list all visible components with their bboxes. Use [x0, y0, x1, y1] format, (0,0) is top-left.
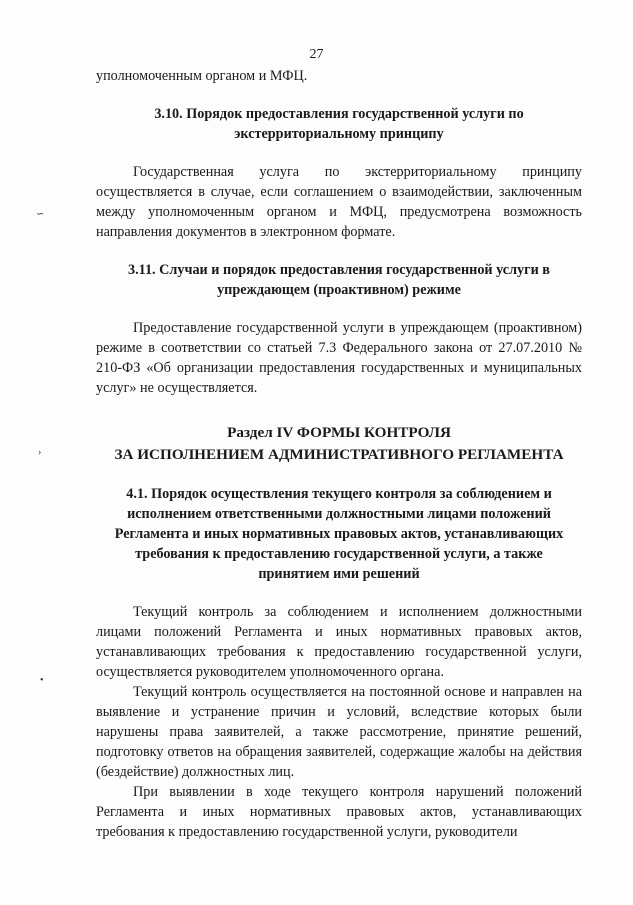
- section-4-1-paragraph-2: Текущий контроль осуществляется на постоянной основе и направлен на выявление и устранение причин и условий, вследствие которых были нарушены права заявителей, а также рассмотрение, принятие решений, подготовку ответов на обращения заявителей, содержащие жалобы на действия (бездействие) должностных лиц.: [96, 684, 582, 780]
- section-3-10-heading-line2: экстерриториальному принципу: [234, 126, 444, 142]
- document-body: [96, 66, 582, 842]
- section-4-1-heading-line1: 4.1. Порядок осуществления текущего контроля за соблюдением и: [126, 486, 552, 502]
- scan-speck-mark: ›: [38, 447, 42, 458]
- intro-line: уполномоченным органом и МФЦ.: [96, 68, 308, 84]
- section-3-11-paragraph: Предоставление государственной услуги в упреждающем (проактивном) режиме в соответствии со статьей 7.3 Федерального закона от 27.07.2010 № 210-ФЗ «Об организации предоставления государственных и муниципальных услуг» не осуществляется.: [96, 320, 582, 396]
- section-4-1-heading-line4: требования к предоставлению государственной услуги, а также: [135, 546, 543, 562]
- scan-speck-mark: ∽: [36, 209, 45, 220]
- section-3-10-paragraph: Государственная услуга по экстерриториальному принципу осуществляется в случае, если соглашением о взаимодействии, заключенным между уполномоченным органом и МФЦ, предусмотрена возможность направления документов в электронном формате.: [96, 164, 582, 240]
- page-number: 27: [309, 47, 324, 62]
- section-4-1-heading-line3: Регламента и иных нормативных правовых актов, устанавливающих: [114, 526, 564, 542]
- section-iv-heading-line1: Раздел IV ФОРМЫ КОНТРОЛЯ: [227, 424, 451, 441]
- section-iv-heading-line2: ЗА ИСПОЛНЕНИЕМ АДМИНИСТРАТИВНОГО РЕГЛАМЕНТА: [114, 446, 564, 463]
- section-4-1-paragraph-1: Текущий контроль за соблюдением и исполнением должностными лицами положений Регламента и иных нормативных правовых актов, устанавливающих требования к предоставлению государственной услуги, осуществляется руководителем уполномоченного органа.: [96, 604, 582, 680]
- section-4-1-heading-line2: исполнением ответственными должностными лицами положений: [127, 506, 551, 522]
- section-3-10-heading-line1: 3.10. Порядок предоставления государственной услуги по: [154, 106, 524, 122]
- section-3-11-heading-line2: упреждающем (проактивном) режиме: [217, 282, 461, 298]
- scan-speck-mark: •: [40, 675, 44, 686]
- section-3-11-heading-line1: 3.11. Случаи и порядок предоставления государственной услуги в: [128, 262, 550, 278]
- section-4-1-heading-line5: принятием ими решений: [258, 566, 420, 582]
- section-4-1-paragraph-3: При выявлении в ходе текущего контроля нарушений положений Регламента и иных нормативных правовых актов, устанавливающих требования к предоставлению государственной услуги, руководители: [96, 784, 582, 840]
